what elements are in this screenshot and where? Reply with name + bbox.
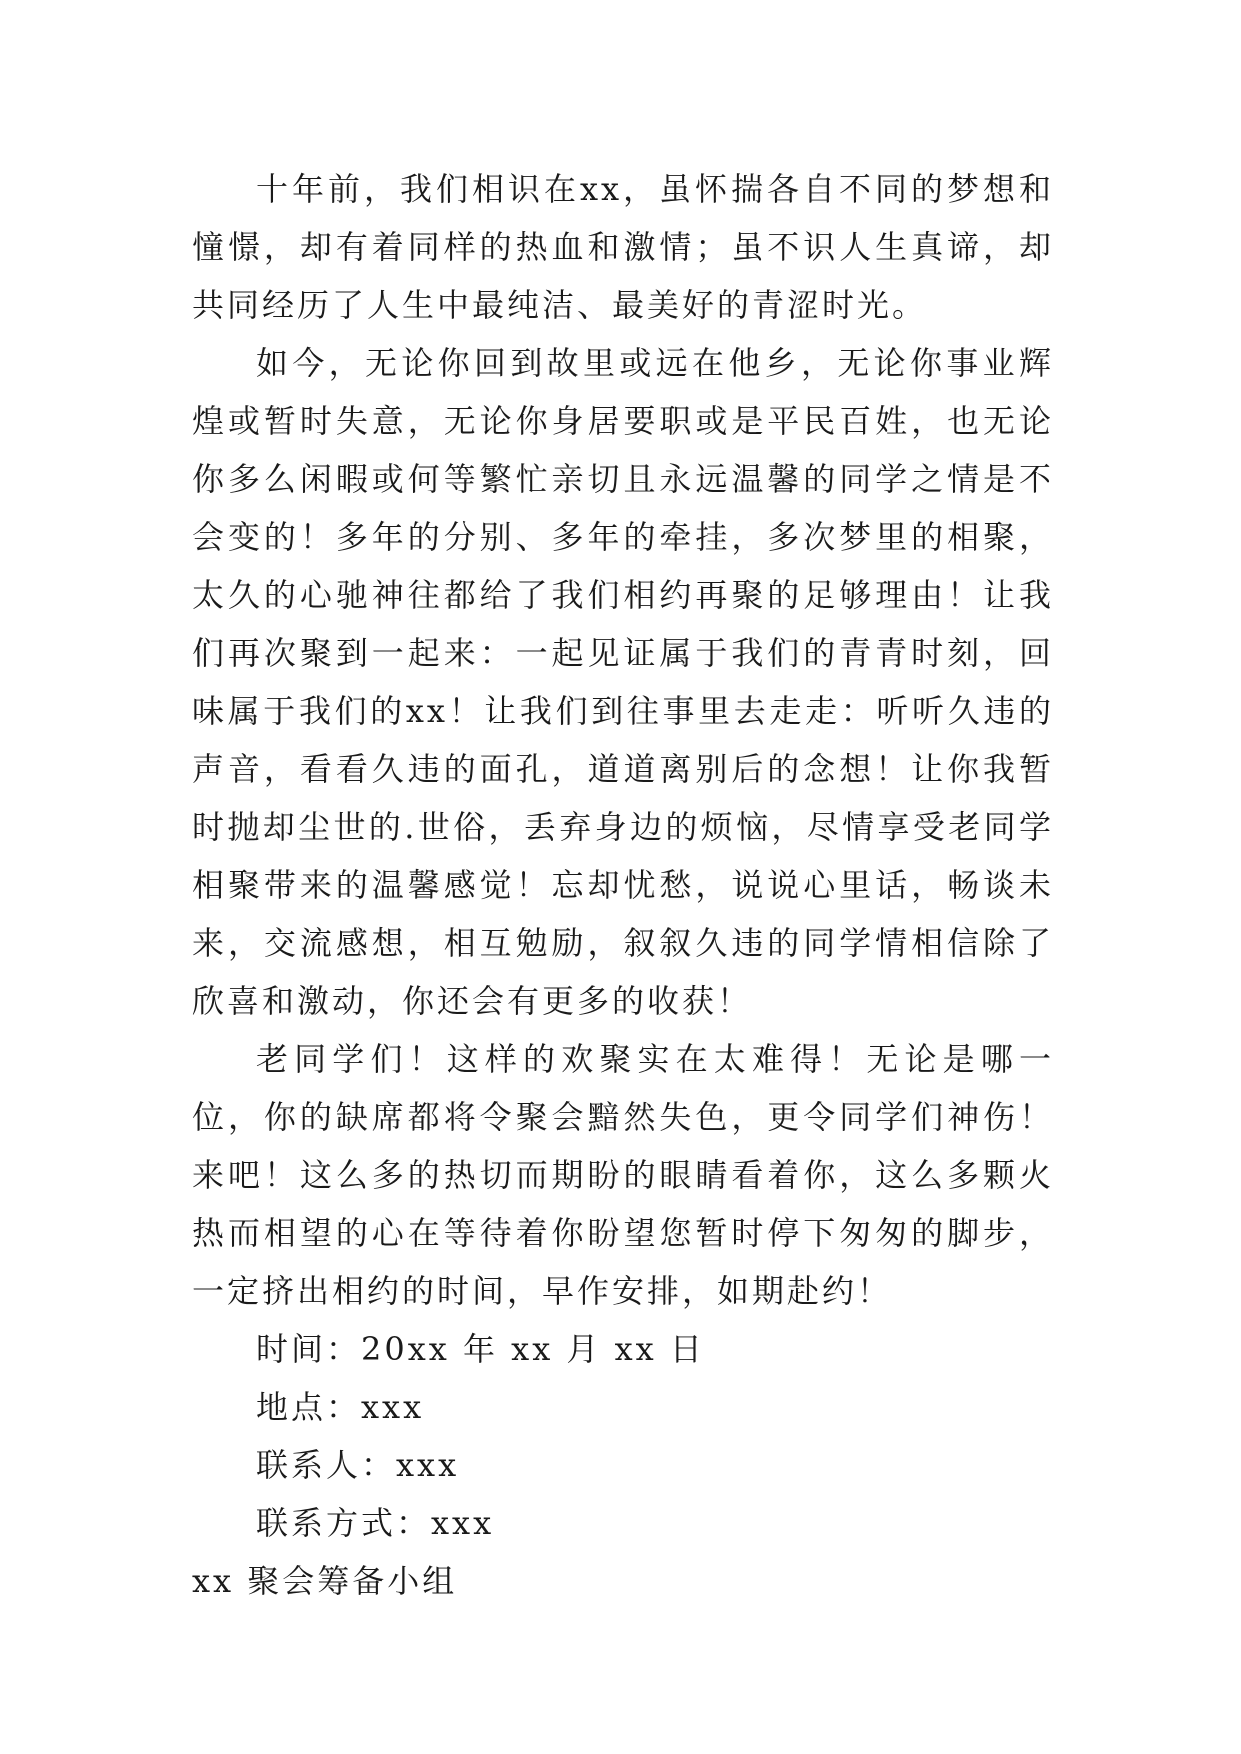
document-body [192, 160, 1054, 1610]
event-place: 地点：xxx [256, 1388, 425, 1426]
paragraph-intro: 十年前，我们相识在xx，虽怀揣各自不同的梦想和憧憬，却有着同样的热血和激情；虽不识人生真谛，却共同经历了人生中最纯洁、最美好的青涩时光。 [192, 170, 1054, 324]
paragraph-invitation: 如今，无论你回到故里或远在他乡，无论你事业辉煌或暂时失意，无论你身居要职或是平民百姓，也无论你多么闲暇或何等繁忙亲切且永远温馨的同学之情是不会变的！多年的分别、多年的牵挂，多次梦里的相聚，太久的心驰神往都给了我们相约再聚的足够理由！让我们再次聚到一起来：一起见证属于我们的青青时刻，回味属于我们的xx！让我们到往事里去走走：听听久违的声音，看看久违的面孔，道道离别后的念想！让你我暂时抛却尘世的.世俗，丢弃身边的烦恼，尽情享受老同学相聚带来的温馨感觉！忘却忧愁，说说心里话，畅谈未来，交流感想，相互勉励，叙叙久违的同学情相信除了欣喜和激动，你还会有更多的收获！ [192, 344, 1054, 1020]
signature: xx 聚会筹备小组 [192, 1562, 458, 1600]
contact-person: 联系人：xxx [256, 1446, 460, 1484]
contact-method: 联系方式：xxx [256, 1504, 495, 1542]
paragraph-appeal: 老同学们！这样的欢聚实在太难得！无论是哪一位，你的缺席都将令聚会黯然失色，更令同学们神伤！来吧！这么多的热切而期盼的眼睛看着你，这么多颗火热而相望的心在等待着你盼望您暂时停下匆匆的脚步，一定挤出相约的时间，早作安排，如期赴约！ [192, 1040, 1054, 1310]
event-time: 时间：20xx 年 xx 月 xx 日 [256, 1330, 705, 1368]
